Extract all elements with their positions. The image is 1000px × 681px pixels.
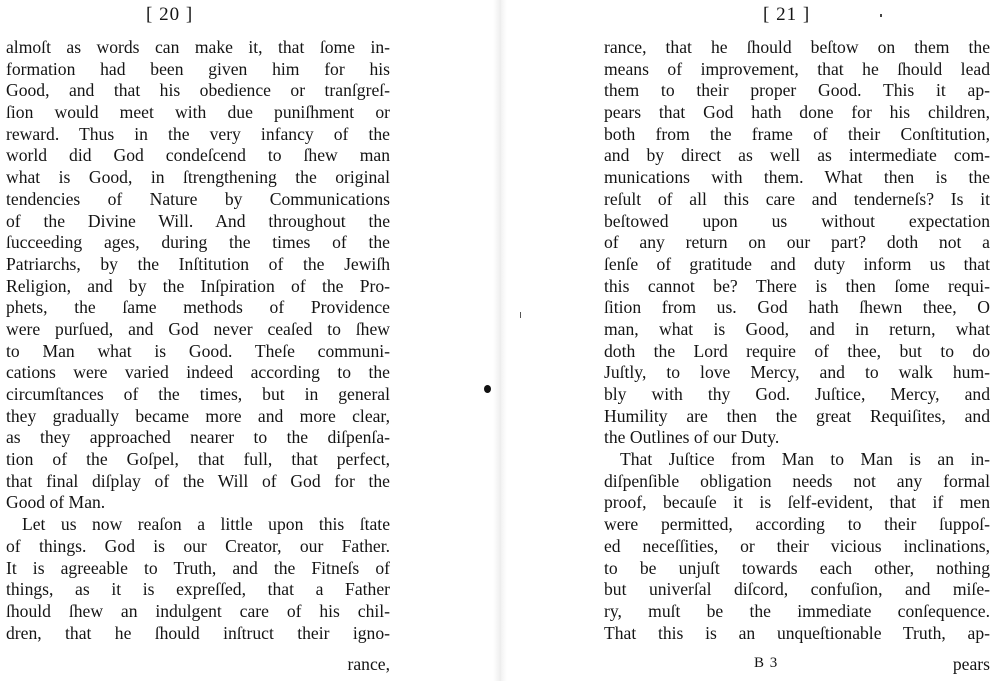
catchword: rance,	[347, 654, 390, 674]
text-line: dren, that he ſhould inſtruct their igno-	[6, 622, 390, 643]
text-line: reward. Thus in the very infancy of the	[6, 123, 390, 144]
text-line: and by direct as well as intermediate com-	[604, 145, 990, 166]
text-line: It is agreeable to Truth, and the Fitneſs of	[6, 557, 390, 578]
text-line: of things. God is our Creator, our Father.	[6, 535, 390, 556]
text-line: Juſtly, to love Mercy, and to walk hum-	[604, 362, 990, 383]
text-line: proof, becauſe it is ſelf-evident, that if men	[604, 492, 990, 513]
page-body	[604, 37, 990, 644]
text-line: reſult of all this care and tenderneſs? Is it	[604, 188, 990, 209]
right-page	[505, 0, 1000, 681]
text-line: Good, and that his obedience or tranſgreſ-	[6, 80, 390, 101]
text-line: circumſtances of the times, but in general	[6, 384, 390, 404]
paragraph-start-line: That Juſtice from Man to Man is an in-	[620, 449, 990, 470]
text-line: cations were varied indeed according to the	[6, 362, 390, 383]
text-line: almoſt as words can make it, that ſome in-	[6, 37, 390, 57]
text-line: munications with them. What then is the	[604, 167, 990, 188]
text-line: phets, the ſame methods of Providence	[6, 297, 390, 318]
page-footer	[6, 654, 390, 676]
page-number: [ 20 ]	[146, 4, 194, 25]
text-line: them to their proper Good. This it ap-	[604, 80, 990, 101]
page-body	[6, 37, 390, 644]
text-line: man, what is Good, and in return, what	[604, 318, 990, 339]
text-line: ſucceeding ages, during the times of the	[6, 232, 390, 253]
text-line: formation had been given him for his	[6, 58, 390, 79]
text-line: ſhould ſhew an indulgent care of his chil-	[6, 600, 390, 621]
text-line: Good of Man.	[6, 492, 106, 513]
text-line: things, as it is expreſſed, that a Father	[6, 579, 390, 600]
paragraph-start-line: Let us now reaſon a little upon this ſtate	[22, 514, 390, 535]
text-line: but univerſal diſcord, confuſion, and miſe-	[604, 579, 990, 600]
text-line: pears that God hath done for his children,	[604, 102, 990, 123]
text-line: of the Divine Will. And throughout the	[6, 210, 390, 231]
page-footer	[604, 654, 990, 676]
signature-mark: B 3	[754, 655, 779, 671]
text-line: rance, that he ſhould beſtow on them the	[604, 37, 990, 57]
text-line: beſtowed upon us without expectation	[604, 210, 990, 231]
page-number: [ 21 ]	[763, 4, 811, 25]
text-line: this cannot be? There is then ſome requi-	[604, 275, 990, 296]
text-line: to Man what is Good. Theſe communi-	[6, 340, 390, 361]
text-line: of any return on our part? doth not a	[604, 232, 990, 253]
text-line: they gradually became more and more clear,	[6, 405, 390, 426]
text-line: Humility are then the great Requiſites, and	[604, 405, 990, 426]
text-line: world did God condeſcend to ſhew man	[6, 145, 390, 166]
text-line: Religion, and by the Inſpiration of the Pro-	[6, 275, 390, 296]
text-line: ſition from us. God hath ſhewn thee, O	[604, 297, 990, 318]
text-line: means of improvement, that he ſhould lead	[604, 58, 990, 79]
text-line: diſpenſible obligation needs not any formal	[604, 470, 990, 491]
text-line: the Outlines of our Duty.	[604, 427, 780, 448]
text-line: were purſued, and God never ceaſed to ſhew	[6, 318, 390, 339]
text-line: both from the frame of their Conſtitution,	[604, 123, 990, 144]
left-page	[0, 0, 495, 681]
text-line: That this is an unqueſtionable Truth, ap-	[604, 622, 990, 643]
text-line: ſion would meet with due puniſhment or	[6, 102, 390, 123]
text-line: tion of the Goſpel, that full, that perfect,	[6, 449, 390, 470]
text-line: what is Good, in ſtrengthening the original	[6, 167, 390, 188]
text-line: doth the Lord require of thee, but to do	[604, 340, 990, 361]
text-line: as they approached nearer to the diſpenſa-	[6, 427, 390, 448]
text-line: bly with thy God. Juſtice, Mercy, and	[604, 384, 990, 404]
text-line: ry, muſt be the immediate conſequence.	[604, 600, 990, 621]
text-line: ſenſe of gratitude and duty inform us that	[604, 253, 990, 274]
text-line: ed neceſſities, or their vicious inclinations,	[604, 535, 990, 556]
text-line: were permitted, according to their ſuppoſ-	[604, 514, 990, 535]
text-line: tendencies of Nature by Communications	[6, 188, 390, 209]
text-line: that final diſplay of the Will of God for the	[6, 470, 390, 491]
text-line: Patriarchs, by the Inſtitution of the Jewiſh	[6, 253, 390, 274]
text-line: to be unjuſt towards each other, nothing	[604, 557, 990, 578]
catchword: pears	[952, 654, 990, 674]
